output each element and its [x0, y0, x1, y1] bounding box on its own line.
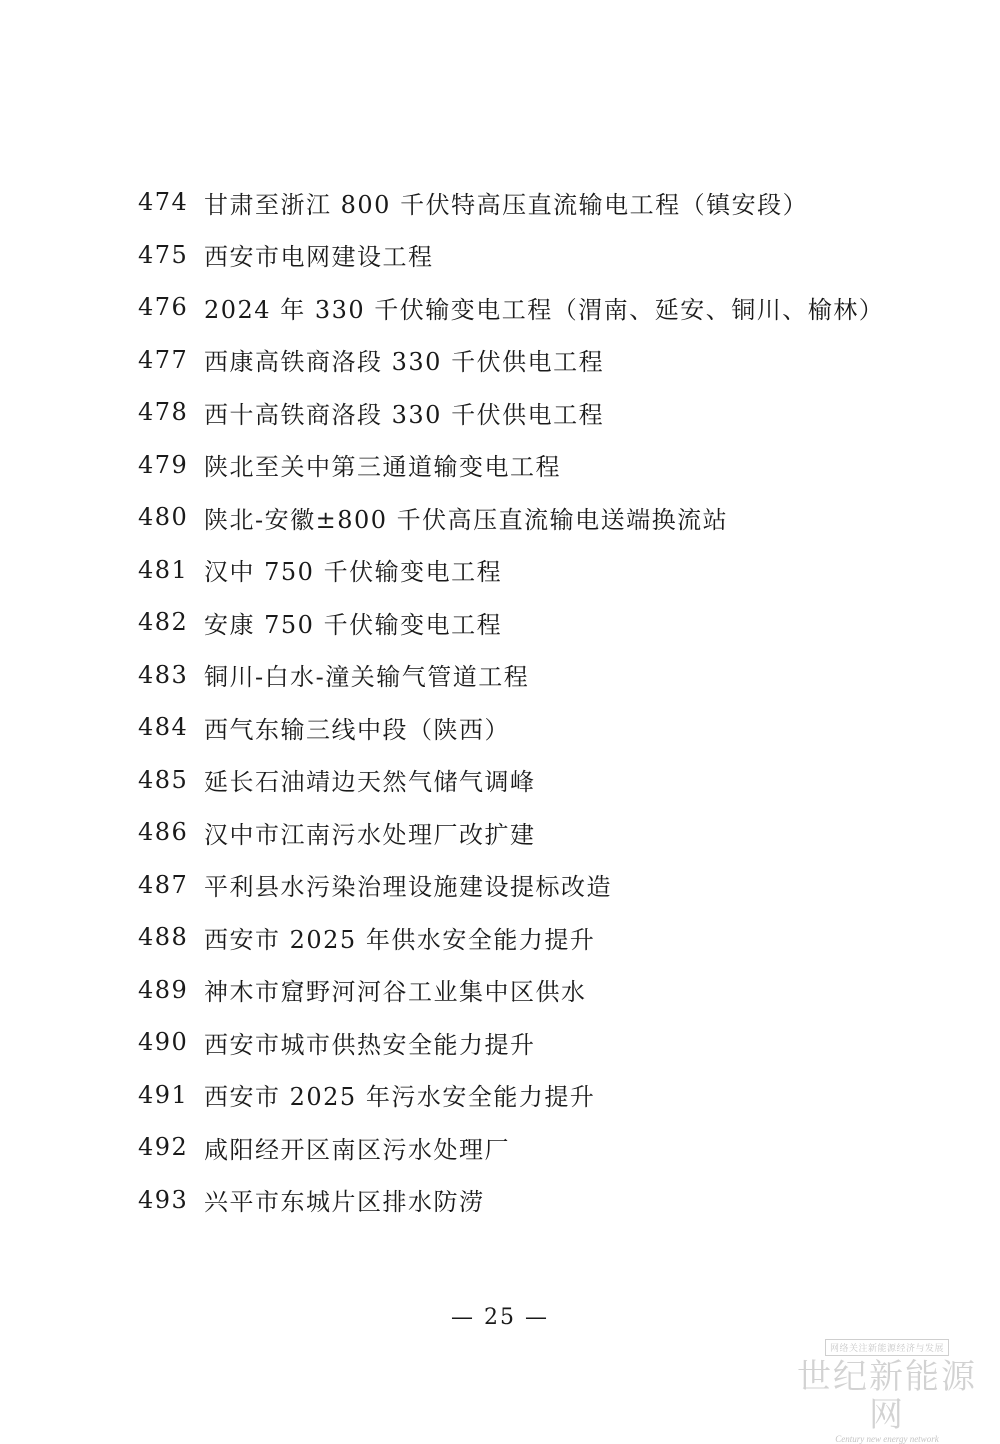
list-item	[138, 439, 938, 492]
list-item	[138, 649, 938, 702]
list-item	[138, 754, 938, 807]
list-item	[138, 1121, 938, 1174]
item-number: 492	[138, 1133, 189, 1162]
item-number: 484	[138, 713, 189, 742]
watermark-tagline: 网络关注新能源经济与发展	[825, 1339, 949, 1356]
watermark-logo	[792, 1336, 982, 1444]
item-number: 478	[138, 398, 189, 427]
watermark-subtitle: Century new energy network	[835, 1434, 939, 1444]
item-name: 汉中市江南污水处理厂改扩建	[204, 820, 536, 849]
item-number: 488	[138, 923, 189, 952]
list-item	[138, 386, 938, 439]
item-name: 甘肃至浙江 800 千伏特高压直流输电工程（镇安段）	[204, 190, 809, 219]
list-item	[138, 701, 938, 754]
item-number: 475	[138, 240, 189, 269]
project-list	[138, 176, 938, 1226]
item-name: 兴平市东城片区排水防涝	[204, 1188, 485, 1217]
item-name: 西安市 2025 年供水安全能力提升	[204, 925, 596, 954]
item-number: 490	[138, 1028, 189, 1057]
page-number: — 25 —	[451, 1305, 549, 1330]
list-item	[138, 491, 938, 544]
item-number: 479	[138, 450, 189, 479]
list-item	[138, 1174, 938, 1227]
item-name: 西康高铁商洛段 330 千伏供电工程	[204, 348, 605, 377]
item-name: 西安市电网建设工程	[204, 243, 434, 272]
item-number: 493	[138, 1185, 189, 1214]
list-item	[138, 334, 938, 387]
item-name: 安康 750 千伏输变电工程	[204, 610, 503, 639]
item-name: 西安市城市供热安全能力提升	[204, 1030, 536, 1059]
item-name: 铜川-白水-潼关输气管道工程	[204, 663, 530, 692]
item-number: 474	[138, 188, 189, 217]
item-number: 486	[138, 818, 189, 847]
item-number: 485	[138, 765, 189, 794]
list-item	[138, 544, 938, 597]
list-item	[138, 176, 938, 229]
item-number: 476	[138, 293, 189, 322]
item-name: 延长石油靖边天然气储气调峰	[204, 768, 536, 797]
item-name: 咸阳经开区南区污水处理厂	[204, 1135, 510, 1164]
list-item	[138, 806, 938, 859]
list-item	[138, 1069, 938, 1122]
item-name: 2024 年 330 千伏输变电工程（渭南、延安、铜川、榆林）	[204, 295, 885, 324]
list-item	[138, 859, 938, 912]
watermark-title: 世纪新能源网	[797, 1357, 977, 1435]
item-name: 陕北至关中第三通道输变电工程	[204, 453, 561, 482]
item-number: 491	[138, 1080, 189, 1109]
list-item	[138, 229, 938, 282]
item-name: 西十高铁商洛段 330 千伏供电工程	[204, 400, 605, 429]
item-number: 480	[138, 503, 189, 532]
item-number: 489	[138, 975, 189, 1004]
item-name: 神木市窟野河河谷工业集中区供水	[204, 978, 587, 1007]
item-name: 汉中 750 千伏输变电工程	[204, 558, 503, 587]
item-name: 西气东输三线中段（陕西）	[204, 715, 510, 744]
item-name: 平利县水污染治理设施建设提标改造	[204, 873, 612, 902]
list-item	[138, 964, 938, 1017]
item-number: 487	[138, 870, 189, 899]
item-number: 483	[138, 660, 189, 689]
item-number: 477	[138, 345, 189, 374]
item-number: 481	[138, 555, 189, 584]
item-name: 陕北-安徽±800 千伏高压直流输电送端换流站	[204, 505, 729, 534]
list-item	[138, 1016, 938, 1069]
item-name: 西安市 2025 年污水安全能力提升	[204, 1083, 596, 1112]
item-number: 482	[138, 608, 189, 637]
list-item	[138, 596, 938, 649]
list-item	[138, 281, 938, 334]
list-item	[138, 911, 938, 964]
